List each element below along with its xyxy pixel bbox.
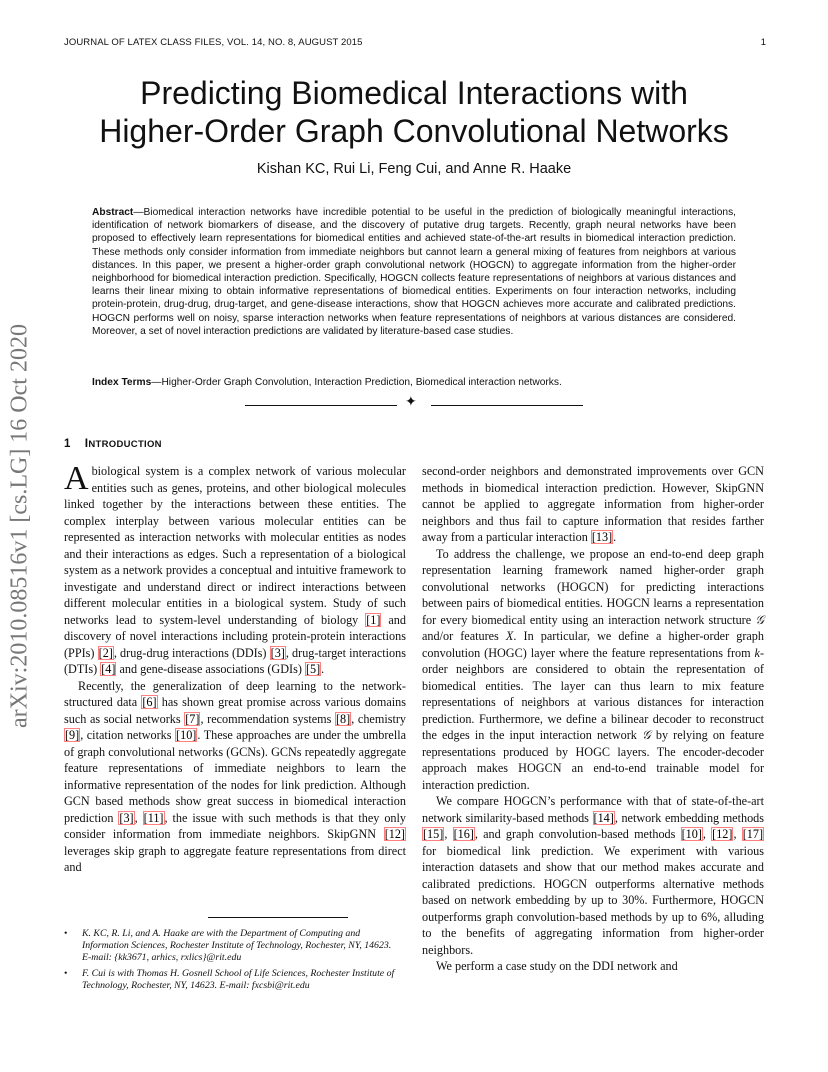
citation-link[interactable]: [12] [712, 827, 733, 841]
index-terms-text: —Higher-Order Graph Convolution, Interaction Prediction, Biomedical interaction networks. [151, 377, 562, 388]
intro-paragraph-3 [422, 463, 764, 546]
paper-title [60, 74, 768, 150]
math-symbol: X [505, 629, 514, 643]
text-run: , [134, 810, 143, 825]
separator-line-right [431, 405, 583, 406]
footnote-text: K. KC, R. Li, and A. Haake are with the Department of Computing and Information Sciences, Rochester Institute of Technology, Rochester, NY, 14623. [82, 928, 392, 952]
abstract [92, 206, 736, 338]
footnote-email: E-mail: {kk3671, arhics, rxlics}@rit.edu [82, 952, 242, 964]
separator-star-icon: ✦ [405, 395, 417, 410]
footnote-affiliation-1 [64, 928, 406, 965]
citation-link[interactable]: [12] [384, 827, 405, 841]
citation-link[interactable]: [16] [453, 827, 474, 841]
math-symbol: 𝒢 [755, 612, 764, 627]
text-run: To address the challenge, we propose an end-to-end deep graph representation learning framework named higher-order graph convolutional networks (HOGCN) for predicting interactions between pairs of biomedical entities. HOGCN learns a representation for every biomedical entity using an interaction network structure [422, 546, 764, 627]
text-run: and gene-disease associations (GDIs) [116, 662, 305, 676]
title-line-1: Predicting Biomedical Interactions with [140, 75, 688, 111]
footnotes [64, 928, 406, 995]
intro-paragraph-2 [64, 678, 406, 876]
text-run: , citation networks [80, 728, 176, 742]
text-run: , [733, 827, 742, 841]
running-header: JOURNAL OF LATEX CLASS FILES, VOL. 14, NO. 8, AUGUST 2015 [64, 37, 363, 48]
text-run: -order neighbors are considered to obtain the representation of biomedical entities. The layer can thus learn to mix feature representations of neighbors at various distances for interaction prediction. Furthermore, we define a bilinear decoder to reconstruct the edges in the input interaction network [422, 645, 764, 742]
right-column [422, 463, 764, 975]
text-run: , the issue with such methods is that they only consider information from immediate neighbors. SkipGNN [64, 810, 406, 841]
footnote-rule [208, 917, 348, 918]
text-run: , [702, 827, 712, 841]
section-title-first: I [84, 436, 89, 450]
left-column [64, 460, 407, 876]
math-symbol: 𝒢 [642, 728, 651, 742]
citation-link[interactable]: [7] [185, 711, 200, 726]
section-title-rest: NTRODUCTION [88, 439, 162, 450]
text-run: , recommendation systems [200, 711, 335, 726]
text-run: . In particular, we define a higher-order graph convolution (HOGC) layer where the feature representations from [422, 629, 764, 660]
intro-paragraph-6: We perform a case study on the DDI network and [436, 959, 678, 973]
citation-link[interactable]: [17] [742, 827, 764, 841]
text-run: leverages skip graph to aggregate feature representations from direct and [64, 843, 406, 874]
citation-link[interactable]: [15] [423, 827, 444, 841]
citation-link[interactable]: [14] [593, 810, 614, 825]
text-run: , [444, 827, 453, 841]
section-separator [245, 395, 583, 411]
author-list: Kishan KC, Rui Li, Feng Cui, and Anne R. Haake [256, 161, 572, 177]
section-number: 1 [64, 438, 71, 450]
citation-link[interactable]: [2] [98, 645, 113, 660]
citation-link[interactable]: [3] [119, 810, 134, 825]
text-run: , drug-target interactions (DTIs) [64, 645, 406, 676]
text-run: biological system is a complex network of various molecular entities such as genes, proteins, and other biological molecules linked together by the interactions between these entities. The complex interplay between various molecular entities can be represented as interaction networks with molecular entities as nodes and their interactions as edges. Such a representation of a biological system as a network provides a conceptual and intuitive framework to investigate and understand direct or indirect interactions between different molecular entities in a biological system. Study of such networks lead to system-level understanding of biology [64, 464, 406, 627]
bullet-icon: • [64, 967, 68, 979]
text-run: second-order neighbors and demonstrated improvements over GCN methods in biomedical interaction prediction. However, SkipGNN cannot be applied to aggregate information from higher-order neighbors and thus fail to capture information that resides farther away from a particular interaction [422, 464, 764, 544]
text-run: , drug-drug interactions (DDIs) [113, 645, 270, 660]
drop-cap: A [64, 460, 89, 497]
separator-line-left [245, 405, 397, 406]
citation-link[interactable]: [5] [305, 662, 321, 676]
citation-link[interactable]: [10] [176, 728, 197, 742]
citation-link[interactable]: [1] [366, 612, 381, 627]
footnote-text: F. Cui is with Thomas H. Gosnell School of Life Sciences, Rochester Institute of Technology, Rochester, NY, 14623. E-mail: fxcsbi@rit.edu [82, 967, 395, 991]
text-run: . [613, 530, 617, 544]
intro-paragraph-1 [64, 460, 406, 678]
intro-paragraph-4 [422, 546, 764, 794]
text-run: We compare HOGCN’s performance with that of state-of-the-art network similarity-based methods [422, 794, 764, 825]
text-run: , network embedding methods [614, 810, 765, 825]
section-heading [64, 436, 162, 450]
bullet-icon: • [64, 928, 68, 939]
title-line-2: Higher-Order Graph Convolutional Networks [99, 113, 729, 149]
abstract-label: Abstract [92, 207, 134, 218]
text-run: . These approaches are under the umbrella of graph convolutional networks (GCNs). GCNs repeatedly aggregate feature representations of immediate neighbors to learn the informative representation of the nodes for link prediction. Although GCN based methods show great success in biomedical interaction prediction [64, 728, 407, 825]
text-run: and discovery of novel interactions including protein-protein interactions (PPIs) [64, 612, 406, 660]
citation-link[interactable]: [3] [270, 645, 285, 660]
arxiv-stamp-text: arXiv:2010.08516v1 [cs.LG] 16 Oct 2020 [6, 324, 33, 728]
citation-link[interactable]: [8] [336, 711, 351, 726]
text-run: , chemistry [351, 711, 406, 726]
text-run: Recently, the generalization of deep learning to the network-structured data [64, 678, 406, 709]
citation-link[interactable]: [10] [681, 827, 702, 841]
citation-link[interactable]: [9] [65, 728, 80, 742]
index-terms [92, 376, 736, 389]
citation-link[interactable]: [6] [142, 695, 157, 709]
index-terms-label: Index Terms [92, 377, 152, 388]
citation-link[interactable]: [11] [143, 810, 164, 825]
footnote-affiliation-2 [64, 968, 406, 992]
citation-link[interactable]: [4] [101, 662, 116, 676]
text-run: , and graph convolution-based methods [474, 827, 681, 841]
text-run: . [321, 662, 325, 676]
citation-link[interactable]: [13] [591, 530, 613, 544]
text-run: has shown great promise across various domains such as social networks [64, 695, 407, 726]
page-number: 1 [760, 37, 766, 48]
text-run: by relying on feature representations produced by HOGC layers. The encoder-decoder approach makes HOGCN an end-to-end trainable model for interaction prediction. [422, 728, 764, 792]
intro-paragraph-5 [422, 793, 764, 958]
math-symbol: k [754, 645, 760, 660]
text-run: for biomedical link prediction. We experiment with various interaction datasets and show that our method makes accurate and calibrated predictions. HOGCN outperforms alternative methods based on network embedding by up to 30%. Furthermore, HOGCN outperforms graph convolution-based methods by up to 6%, alluding to the benefits of aggregating information from higher-order neighbors. [422, 843, 764, 957]
text-run: and/or features [422, 629, 506, 643]
abstract-text: —Biomedical interaction networks have incredible potential to be useful in the prediction of biologically meaningful interactions, identification of network biomarkers of disease, and the discovery of putative drug targets. Recently, graph neural networks have been proposed to effectively learn representations for biomedical entities and achieved state-of-the-art results in biomedical interaction prediction. These methods only consider information from immediate neighbors but cannot learn a general mixing of features from neighbors at various distances. In this paper, we present a higher-order graph convolutional network (HOGCN) to aggregate information from the higher-order neighborhood for biomedical interaction prediction. Specifically, HOGCN collects feature representations of neighbors at various distances and learns their linear mixing to obtain informative representations of biomedical entities. Experiments on four interaction networks, including protein-protein, drug-drug, drug-target, and gene-disease interactions, show that HOGCN achieves more accurate and calibrated predictions. HOGCN performs well on noisy, sparse interaction networks when feature representations of neighbors at various distances are considered. Moreover, a set of novel interaction predictions are validated by literature-based case studies. [92, 207, 736, 337]
